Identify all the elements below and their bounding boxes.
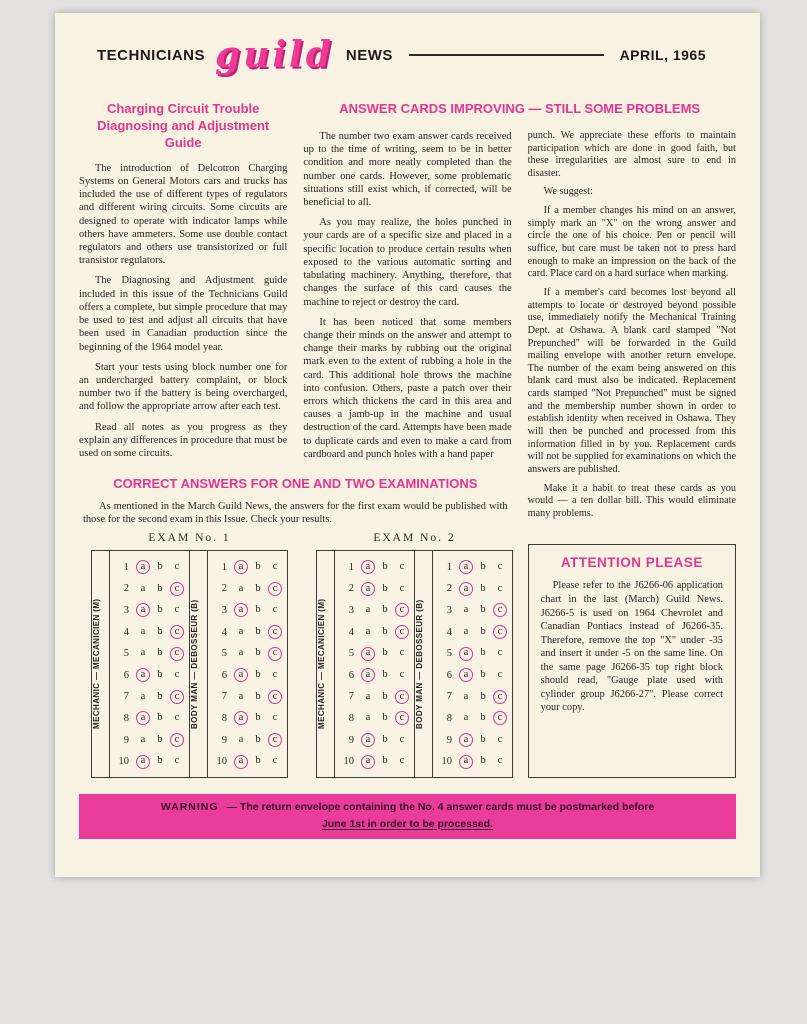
answer-option: c (174, 604, 180, 616)
answer-option: b (255, 625, 261, 637)
answer-option: b (157, 712, 163, 724)
answer-option: b (255, 561, 261, 573)
question-number: 4 (348, 626, 354, 638)
question-number: 1 (446, 561, 452, 573)
question-number: 1 (123, 561, 129, 573)
correct-answers-intro: As mentioned in the March Guild News, the answers for the first exam would be published with those for the second exam in this Issue. Check your results. (83, 501, 508, 526)
answer-row (338, 643, 409, 665)
answer-option: c (272, 561, 278, 573)
correct-answer: a (459, 755, 473, 769)
correct-answer: c (395, 603, 409, 617)
paragraph: As you may realize, the holes punched in your cards are of a specific size and placed in a specific location to produce certain results when exposed to the various automatic sorting and tabulating machinery. Anything, therefore, that changes the surface of this card causes the machine to reject or destroy the card. (303, 217, 512, 308)
answer-option: b (382, 755, 388, 767)
answer-row (338, 708, 409, 730)
answer-row (211, 556, 282, 578)
correct-answer: c (170, 690, 184, 704)
answer-option: c (497, 668, 503, 680)
answer-option: b (255, 712, 261, 724)
correct-answer: a (459, 582, 473, 596)
correct-answer: a (234, 603, 248, 617)
answer-rows (432, 551, 512, 777)
answer-option: a (238, 582, 244, 594)
exam-1-table (91, 550, 288, 778)
answer-rows (109, 551, 189, 777)
answer-row (113, 621, 184, 643)
question-number: 7 (446, 691, 452, 703)
question-number: 2 (221, 583, 227, 595)
answer-row (113, 556, 184, 578)
question-number: 9 (123, 734, 129, 746)
answer-option: b (382, 647, 388, 659)
answer-option: a (238, 690, 244, 702)
answer-option: b (157, 755, 163, 767)
exam-group-label: BODY MAN — DEBOSSEUR (B) (190, 599, 199, 730)
correct-answer: a (136, 560, 150, 574)
answer-rows (207, 551, 287, 777)
answer-row (113, 686, 184, 708)
answer-option: b (480, 604, 486, 616)
answer-row (436, 729, 507, 751)
exam-2-label: EXAM No. 2 (373, 532, 456, 545)
answer-option: c (272, 712, 278, 724)
question-number: 9 (221, 734, 227, 746)
question-number: 2 (446, 583, 452, 595)
page-content (55, 99, 760, 778)
answer-option: b (157, 561, 163, 573)
answer-rows (334, 551, 414, 777)
answer-option: b (480, 561, 486, 573)
answer-row (113, 578, 184, 600)
answer-option: a (365, 604, 371, 616)
answer-row (436, 600, 507, 622)
answer-row (113, 643, 184, 665)
question-number: 4 (123, 626, 129, 638)
attention-title: ATTENTION PLEASE (560, 555, 703, 571)
answer-row (113, 729, 184, 751)
warning-banner (79, 794, 736, 839)
answer-row (436, 643, 507, 665)
answer-option: a (463, 604, 469, 616)
answer-option: a (140, 582, 146, 594)
answer-row (211, 664, 282, 686)
question-number: 8 (123, 712, 129, 724)
question-number: 6 (221, 669, 227, 681)
answer-row (211, 621, 282, 643)
answer-cards-column-1 (303, 130, 511, 468)
correct-answer: a (459, 560, 473, 574)
answer-option: a (463, 690, 469, 702)
correct-answer: a (361, 647, 375, 661)
correct-answer: c (268, 690, 282, 704)
exam-group (414, 551, 512, 777)
answer-option: a (140, 625, 146, 637)
exam-group (92, 551, 189, 777)
answer-option: b (480, 647, 486, 659)
answer-row (211, 643, 282, 665)
answer-row (211, 729, 282, 751)
answer-row (436, 556, 507, 578)
question-number: 3 (123, 604, 129, 616)
question-number: 6 (446, 669, 452, 681)
answer-row (436, 578, 507, 600)
correct-answer: c (395, 690, 409, 704)
question-number: 8 (446, 712, 452, 724)
answer-option: a (238, 733, 244, 745)
answer-option: a (140, 733, 146, 745)
paragraph: If a member's card becomes lost beyond all attempts to locate or destroyed beyond possible use, immediately notify the Mechanical Training Dept. at Oshawa. A blank card stamped "Not Prepunched" will be forwarded in the Guild mailing envelope with another return envelope. The number of the exam being answered on this blank card must also be indicated. Replacement cards stamped "Not Prepunched" must be signed and the membership number shown in order to establish identity when received in Oshawa. They will then be punched and processed from this information filled in by you. Replacement cards will not be supplied for examinations on which the answers are published. (527, 286, 736, 475)
correct-answer: a (234, 755, 248, 769)
correct-answer: c (170, 733, 184, 747)
correct-answer: c (395, 625, 409, 639)
answer-option: b (480, 625, 486, 637)
correct-answer: a (136, 668, 150, 682)
question-number: 4 (446, 626, 452, 638)
correct-answer: c (268, 582, 282, 596)
answer-row (211, 708, 282, 730)
question-number: 6 (123, 669, 129, 681)
answer-row (113, 600, 184, 622)
answer-row (338, 578, 409, 600)
question-number: 8 (348, 712, 354, 724)
answer-row (338, 600, 409, 622)
answer-option: c (399, 755, 405, 767)
attention-body: Please refer to the J6266-06 application chart in the last (March) Guild News. J6266-5 is used on 1964 Chevrolet and Canadian Pontiacs instead of J6266-35. Therefore, remove the top "X" under -35 and insert it under -5 on the same line. On the same page J6266-35 top right block should read, "Gauge plate used with cylinder group J6266-27". Please correct your copy. (540, 580, 723, 714)
answer-option: c (497, 561, 503, 573)
question-number: 5 (123, 648, 129, 660)
answer-option: c (272, 668, 278, 680)
correct-answer: c (170, 582, 184, 596)
answer-option: b (255, 582, 261, 594)
answer-option: b (382, 690, 388, 702)
question-number: 7 (123, 691, 129, 703)
question-number: 6 (348, 669, 354, 681)
answer-option: a (238, 625, 244, 637)
correct-answer: a (459, 647, 473, 661)
paragraph: The introduction of Delcotron Charging Systems on General Motors cars and trucks has included the use of different types of regulators and different wiring circuits. Some circuits are designed to operate with indicator lamps while others have ammeters. Some use double contact regulators and others use transistorized or full transistor regulators. (79, 162, 288, 267)
paragraph: The Diagnosing and Adjustment guide included in this issue of the Technicians Guild offers a complete, but simple procedure that may be used to test and adjust all circuits that have been used in Canadian production since the beginning of the 1964 model year. (79, 275, 288, 353)
exam-2-table (316, 550, 513, 778)
answer-option: b (382, 668, 388, 680)
question-number: 3 (446, 604, 452, 616)
answer-option: b (157, 625, 163, 637)
answer-option: c (399, 668, 405, 680)
correct-answer: a (459, 733, 473, 747)
answer-row (211, 578, 282, 600)
answer-option: a (365, 712, 371, 724)
correct-answer: c (170, 647, 184, 661)
answer-option: a (463, 712, 469, 724)
guild-logo: guild (215, 34, 334, 76)
answer-option: c (174, 561, 180, 573)
paragraph: Start your tests using block number one for an undercharged battery complaint, or block number two if the battery is being overcharged, and follow the appropriate arrow after each test. (79, 361, 288, 413)
answer-option: c (174, 755, 180, 767)
answer-option: b (480, 755, 486, 767)
answer-option: b (480, 733, 486, 745)
answer-option: b (255, 690, 261, 702)
answer-option: c (399, 561, 405, 573)
answer-row (436, 708, 507, 730)
paragraph: It has been noticed that some members change their minds on the answer and attempt to change their marks by rubbing out the original mark even to the extent of rubbing a hole in the card. This additional hole throws the machine into confusion. Others, paste a patch over their errors which thickens the card in this area and causes a jamb-up in the machine and usual destruction of the card. Attempts have been made to duplicate cards and even to make a card from cardboard and punch holes with a hand paper (303, 316, 512, 460)
answer-option: c (399, 582, 405, 594)
article-charging-circuit (79, 99, 287, 468)
question-number: 1 (221, 561, 227, 573)
answer-option: b (382, 712, 388, 724)
answer-option: c (174, 668, 180, 680)
exam-group-label: MECHANIC — MECANICIEN (M) (92, 599, 101, 730)
correct-answer: a (361, 668, 375, 682)
answer-option: b (255, 647, 261, 659)
correct-answer: c (268, 733, 282, 747)
answer-option: b (382, 582, 388, 594)
answer-option: a (365, 690, 371, 702)
answer-row (436, 686, 507, 708)
answer-option: c (272, 604, 278, 616)
warning-text-line2: June 1st in order to be processed. (322, 817, 493, 830)
question-number: 5 (446, 648, 452, 660)
warning-text-line1: — The return envelope containing the No. 4 answer cards must be postmarked before (226, 801, 655, 814)
answer-option: b (157, 668, 163, 680)
paragraph: If a member changes his mind on an answer, simply mark an "X" on the wrong answer and circle the one of his choice. Pen or pencil will suffice, but care must be taken not to press hard enough to make an impression on the back of the card. Place card on a hard surface when marking. (527, 205, 736, 280)
correct-answer: a (459, 668, 473, 682)
masthead (55, 34, 760, 76)
exam-group-label: MECHANIC — MECANICIEN (M) (317, 599, 326, 730)
paragraph: Read all notes as you progress as they explain any differences in procedure that must be used on some circuits. (79, 421, 288, 460)
answer-row (338, 729, 409, 751)
answer-option: c (399, 733, 405, 745)
answer-option: a (238, 647, 244, 659)
answer-option: c (497, 582, 503, 594)
newsletter-page (55, 13, 760, 877)
answer-option: b (382, 625, 388, 637)
question-number: 10 (216, 756, 227, 768)
question-number: 1 (348, 561, 354, 573)
answer-row (338, 556, 409, 578)
question-number: 5 (221, 648, 227, 660)
article-charging-title: Charging Circuit Trouble Diagnosing and Adjustment Guide (97, 101, 270, 150)
answer-row (211, 751, 282, 773)
correct-answer: a (136, 603, 150, 617)
answer-option: c (497, 647, 503, 659)
correct-answer: a (136, 711, 150, 725)
answer-option: b (480, 712, 486, 724)
answer-option: b (255, 668, 261, 680)
answer-option: a (140, 647, 146, 659)
correct-answer: c (493, 625, 507, 639)
correct-answer: a (361, 755, 375, 769)
paragraph: We suggest: (543, 186, 593, 198)
answer-option: a (140, 690, 146, 702)
question-number: 9 (446, 734, 452, 746)
exam-group (189, 551, 287, 777)
exam-1-label: EXAM No. 1 (148, 532, 231, 545)
answer-option: b (157, 690, 163, 702)
answer-row (338, 664, 409, 686)
answer-row (436, 621, 507, 643)
answer-row (211, 686, 282, 708)
correct-answer: a (234, 711, 248, 725)
answer-row (436, 664, 507, 686)
correct-answer: a (361, 560, 375, 574)
correct-answer: c (268, 625, 282, 639)
correct-answer: c (170, 625, 184, 639)
correct-answer: a (361, 582, 375, 596)
masthead-news: NEWS (345, 46, 393, 64)
question-number: 7 (221, 691, 227, 703)
answer-option: b (480, 582, 486, 594)
question-number: 5 (348, 648, 354, 660)
answer-option: b (157, 582, 163, 594)
paragraph: punch. We appreciate these efforts to maintain participation which are done in good faith, but these irregularities are almost sure to end in disaster. (527, 129, 736, 179)
answer-row (113, 751, 184, 773)
answer-row (338, 751, 409, 773)
answer-option: c (272, 755, 278, 767)
answer-row (338, 621, 409, 643)
correct-answer: c (493, 690, 507, 704)
answer-option: b (255, 733, 261, 745)
paragraph: The number two exam answer cards received up to the time of writing, seem to be in better condition and more neatly completed than the number one cards. However, some problematic situations still exist which, if corrected, will be beneficial to all. (303, 130, 512, 208)
answer-row (113, 664, 184, 686)
question-number: 2 (348, 583, 354, 595)
attention-box (528, 544, 736, 778)
question-number: 4 (221, 626, 227, 638)
answer-option: b (480, 690, 486, 702)
answer-option: c (497, 755, 503, 767)
question-number: 2 (123, 583, 129, 595)
question-number: 10 (441, 756, 452, 768)
question-number: 7 (348, 691, 354, 703)
correct-answers-section (79, 476, 512, 530)
answer-row (338, 686, 409, 708)
question-number: 3 (221, 604, 227, 616)
question-number: 9 (348, 734, 354, 746)
question-number: 8 (221, 712, 227, 724)
answer-option: b (157, 604, 163, 616)
article-charging-body (79, 162, 287, 461)
answer-option: a (365, 625, 371, 637)
correct-answer: a (234, 560, 248, 574)
paragraph: Make it a habit to treat these cards as you would — a ten dollar bill. This would eliminate many problems. (527, 482, 736, 519)
masthead-technicians: TECHNICIANS (97, 46, 206, 64)
question-number: 10 (343, 756, 354, 768)
warning-label: WARNING (160, 801, 219, 814)
answer-option: c (399, 647, 405, 659)
correct-answers-title: CORRECT ANSWERS FOR ONE AND TWO EXAMINATIONS (113, 476, 478, 492)
exam-group-label: BODY MAN — DEBOSSEUR (B) (415, 599, 424, 730)
answer-option: a (463, 625, 469, 637)
answer-row (113, 708, 184, 730)
answer-option: b (382, 604, 388, 616)
question-number: 3 (348, 604, 354, 616)
answer-option: b (255, 604, 261, 616)
answer-option: c (174, 712, 180, 724)
correct-answer: c (493, 711, 507, 725)
answer-option: b (157, 647, 163, 659)
exam-1-block (91, 532, 288, 778)
correct-answer: c (268, 647, 282, 661)
answer-cards-column-2 (528, 130, 736, 531)
correct-answer: c (395, 711, 409, 725)
exam-2-block (316, 532, 513, 778)
answer-option: b (382, 561, 388, 573)
answer-option: b (157, 733, 163, 745)
correct-answer: a (136, 755, 150, 769)
question-number: 10 (118, 756, 129, 768)
answer-option: b (382, 733, 388, 745)
article-answer-cards-title: ANSWER CARDS IMPROVING — STILL SOME PROBLEMS (339, 101, 701, 116)
answer-option: b (255, 755, 261, 767)
answer-option: b (480, 668, 486, 680)
answer-row (436, 751, 507, 773)
correct-answer: c (493, 603, 507, 617)
correct-answer: a (234, 668, 248, 682)
issue-date: APRIL, 1965 (619, 47, 706, 63)
masthead-rule (409, 54, 604, 56)
correct-answer: a (361, 733, 375, 747)
exam-group (317, 551, 414, 777)
answer-option: c (497, 733, 503, 745)
exam-answer-tables (79, 532, 512, 778)
answer-row (211, 600, 282, 622)
